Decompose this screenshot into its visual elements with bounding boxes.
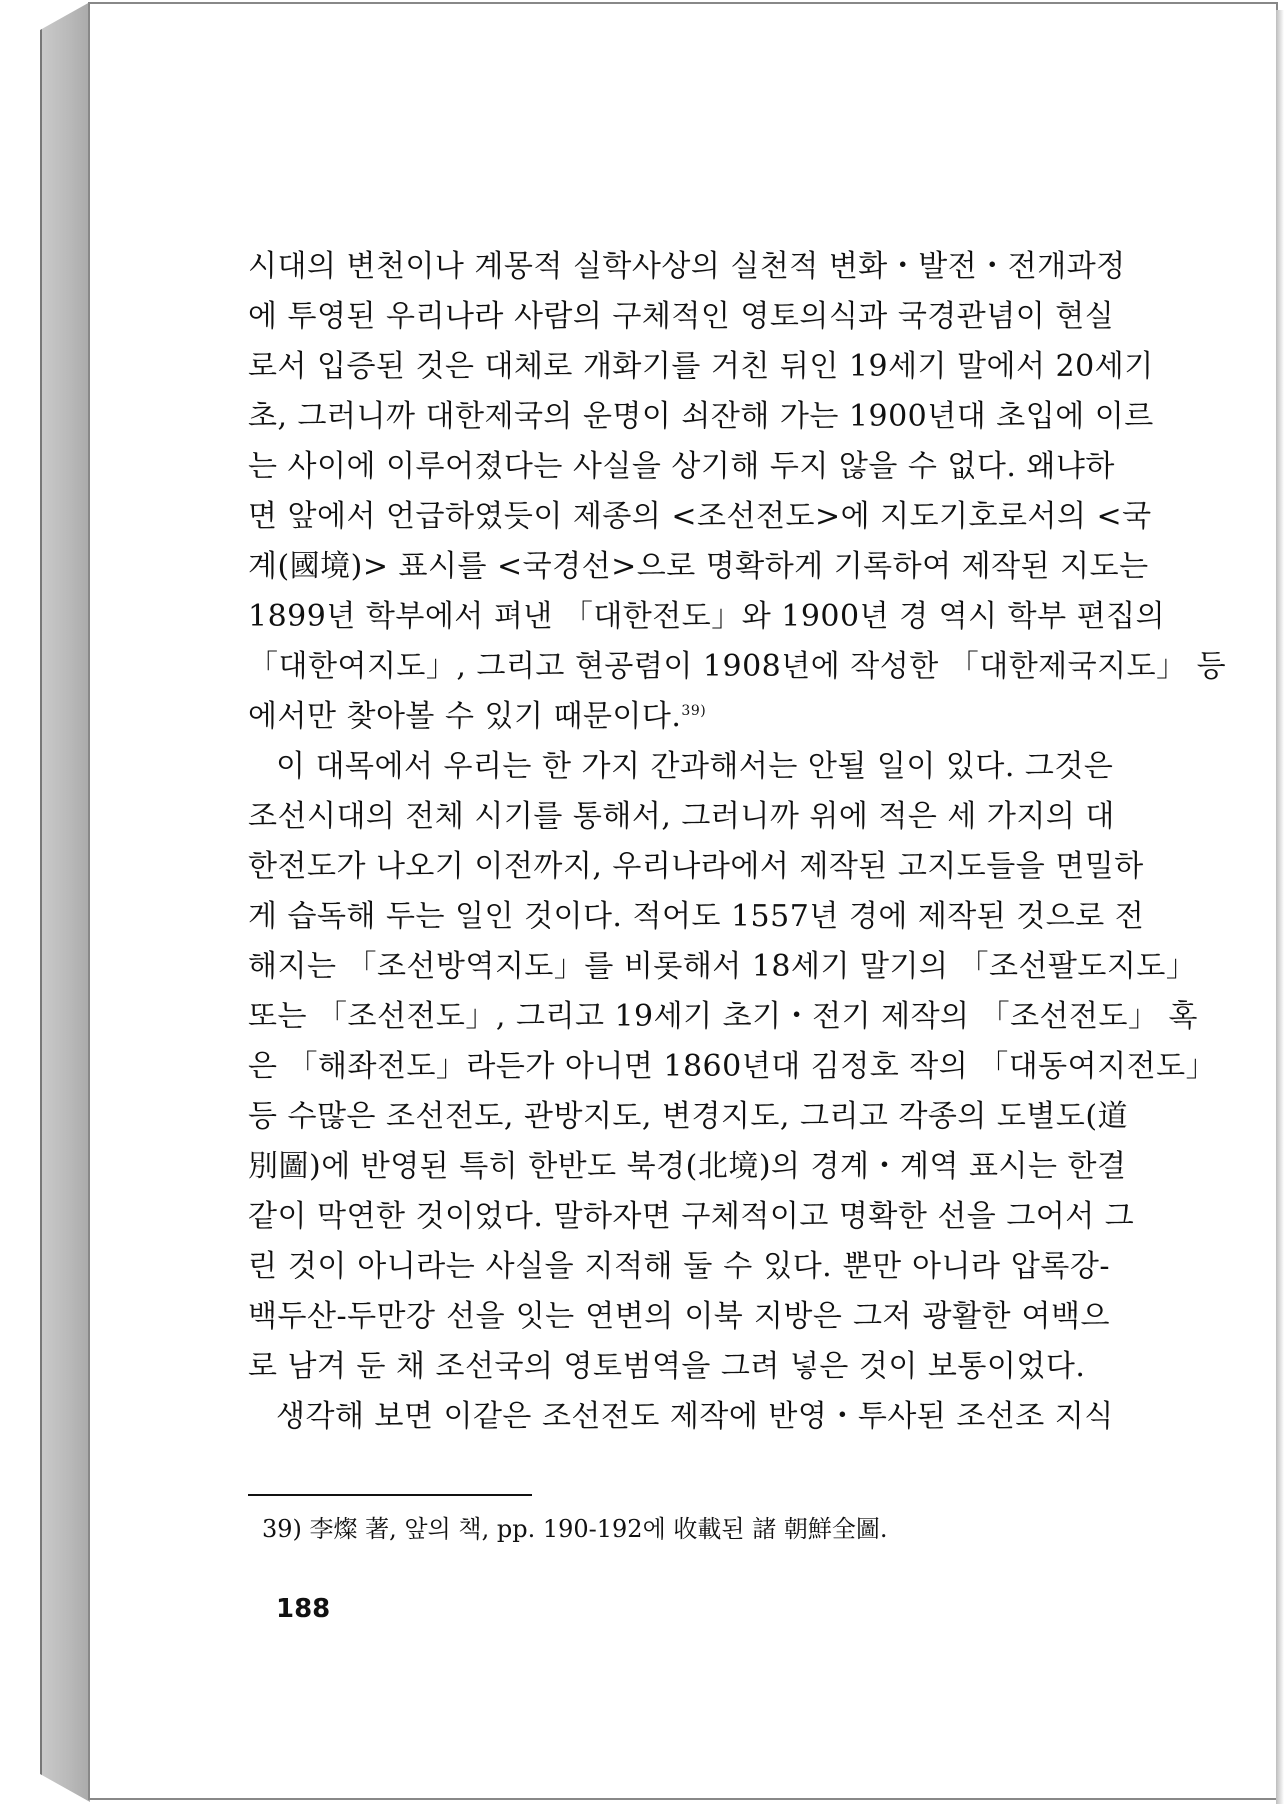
body-line: 로서 입증된 것은 대체로 개화기를 거친 뒤인 19세기 말에서 20세기 (248, 349, 1154, 384)
footnote-reference[interactable]: 39) (681, 703, 707, 719)
body-line: 면 앞에서 언급하였듯이 제종의 <조선전도>에 지도기호로서의 <국 (248, 499, 1152, 534)
body-line: 백두산-두만강 선을 잇는 연변의 이북 지방은 그저 광활한 여백으 (248, 1299, 1110, 1334)
body-text (248, 242, 1227, 1442)
body-line: 別圖)에 반영된 특히 한반도 북경(北境)의 경계・계역 표시는 한결 (248, 1149, 1127, 1184)
body-line: 조선시대의 전체 시기를 통해서, 그러니까 위에 적은 세 가지의 대 (248, 799, 1115, 834)
body-line: 초, 그러니까 대한제국의 운명이 쇠잔해 가는 1900년대 초입에 이르 (248, 399, 1154, 434)
book-spine-edge (40, 2, 92, 1802)
body-line: 계(國境)> 표시를 <국경선>으로 명확하게 기록하여 제작된 지도는 (248, 549, 1149, 584)
body-line: 1899년 학부에서 펴낸 「대한전도」와 1900년 경 역시 학부 편집의 (248, 599, 1166, 634)
body-line: 한전도가 나오기 이전까지, 우리나라에서 제작된 고지도들을 면밀하 (248, 849, 1144, 884)
footnote: 39) 李燦 著, 앞의 책, pp. 190-192에 收載된 諸 朝鮮全圖. (262, 1515, 888, 1543)
body-line: 는 사이에 이루어졌다는 사실을 상기해 두지 않을 수 없다. 왜냐하 (248, 449, 1115, 484)
body-line: 「대한여지도」, 그리고 현공렴이 1908년에 작성한 「대한제국지도」 등 (248, 649, 1227, 684)
body-line: 생각해 보면 이같은 조선전도 제작에 반영・투사된 조선조 지식 (276, 1399, 1114, 1434)
page-shadow (1276, 10, 1284, 1804)
footnote-divider (248, 1494, 532, 1496)
body-line: 해지는 「조선방역지도」를 비롯해서 18세기 말기의 「조선팔도지도」 (248, 949, 1197, 984)
body-line: 은 「해좌전도」라든가 아니면 1860년대 김정호 작의 「대동여지전도」 (248, 1049, 1217, 1084)
body-line-text: 에서만 찾아볼 수 있기 때문이다. (248, 699, 682, 734)
body-line: 로 남겨 둔 채 조선국의 영토범역을 그려 넣은 것이 보통이었다. (248, 1349, 1086, 1384)
body-line-with-footnote (248, 692, 1110, 742)
body-line: 시대의 변천이나 계몽적 실학사상의 실천적 변화・발전・전개과정 (248, 249, 1126, 284)
body-line: 게 습독해 두는 일인 것이다. 적어도 1557년 경에 제작된 것으로 전 (248, 899, 1145, 934)
body-line: 등 수많은 조선전도, 관방지도, 변경지도, 그리고 각종의 도별도(道 (248, 1099, 1129, 1134)
body-line: 에 투영된 우리나라 사람의 구체적인 영토의식과 국경관념이 현실 (248, 299, 1115, 334)
body-line: 린 것이 아니라는 사실을 지적해 둘 수 있다. 뿐만 아니라 압록강- (248, 1249, 1110, 1284)
body-line: 이 대목에서 우리는 한 가지 간과해서는 안될 일이 있다. 그것은 (276, 749, 1114, 784)
body-line: 같이 막연한 것이었다. 말하자면 구체적이고 명확한 선을 그어서 그 (248, 1199, 1135, 1234)
body-line: 또는 「조선전도」, 그리고 19세기 초기・전기 제작의 「조선전도」 혹 (248, 999, 1199, 1034)
page-number: 188 (276, 1594, 331, 1624)
